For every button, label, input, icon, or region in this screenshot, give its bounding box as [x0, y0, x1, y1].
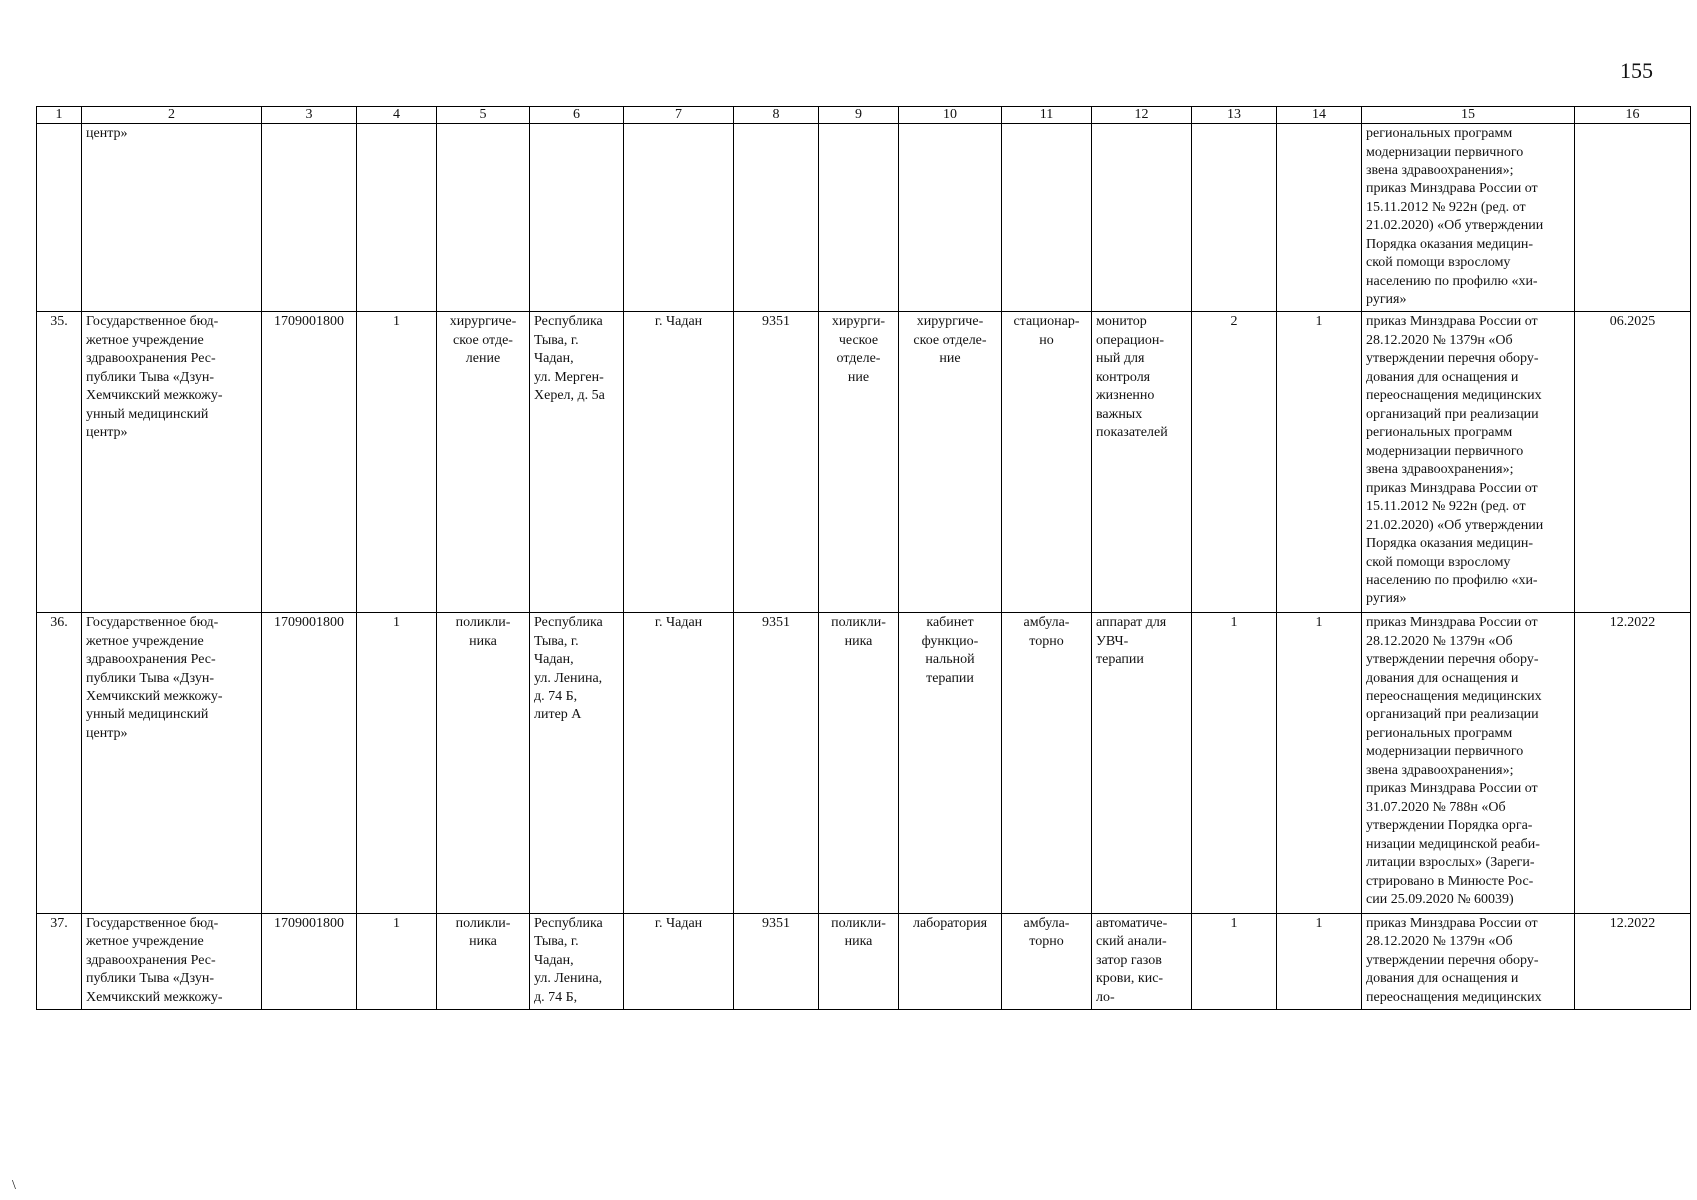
text-line: аппарат для [1096, 615, 1167, 631]
text-line: 21.02.2020) «Об утверждении [1366, 218, 1544, 234]
text-line: ское отде- [453, 332, 513, 348]
text-line: центр» [86, 725, 128, 741]
text-line: хирургиче- [916, 314, 984, 330]
text-line: переоснащения медицинских [1366, 388, 1542, 404]
text-line: но [1039, 332, 1054, 348]
text-line: ул. Мерген- [534, 369, 604, 385]
date-cell: 12.2022 [1575, 613, 1691, 914]
locality-cell: г. Чадан [624, 312, 734, 613]
page-number: 155 [1620, 58, 1653, 83]
text-line: звена здравоохранения»; [1366, 762, 1514, 778]
room-cell [899, 613, 1002, 914]
text-line: жетное учреждение [86, 633, 204, 649]
text-line: приказ Минздрава России от [1366, 181, 1538, 197]
text-line: ругия» [1366, 591, 1407, 607]
text-line: организаций при реализации [1366, 707, 1539, 723]
col-header: 14 [1277, 107, 1362, 124]
text-line: амбула- [1023, 615, 1070, 631]
text-line: здравоохранения Рес- [86, 652, 216, 668]
text-line: приказ Минздрава России от [1366, 781, 1538, 797]
room-cell [899, 913, 1002, 1009]
col-header: 5 [437, 107, 530, 124]
text-line: сии 25.09.2020 № 60039) [1366, 892, 1514, 908]
code-cell: 9351 [734, 312, 819, 613]
text-line: Порядка оказания медицин- [1366, 236, 1534, 252]
text-line: показателей [1096, 425, 1168, 441]
text-line: автоматиче- [1096, 915, 1168, 931]
quantity-cell: 2 [1192, 312, 1277, 613]
inn-cell: 1709001800 [262, 613, 357, 914]
text-line: поликли- [831, 615, 886, 631]
text-line: торно [1029, 934, 1064, 950]
text-line: звена здравоохранения»; [1366, 462, 1514, 478]
legal-basis-cell [1362, 124, 1575, 312]
text-line: 31.07.2020 № 788н «Об [1366, 799, 1506, 815]
text-line: здравоохранения Рес- [86, 952, 216, 968]
text-line: нальной [925, 652, 975, 668]
text-line: ческое [838, 332, 879, 348]
text-line: операцион- [1096, 332, 1165, 348]
text-line: хирургиче- [449, 314, 517, 330]
text-line: стационар- [1013, 314, 1080, 330]
date-cell: 06.2025 [1575, 312, 1691, 613]
table-row [37, 913, 1691, 1009]
text-line: Хемчикский межкожу- [86, 388, 223, 404]
text-line: ный для [1096, 351, 1145, 367]
text-line: затор газов [1096, 952, 1162, 968]
text-line: 15.11.2012 № 922н (ред. от [1366, 499, 1526, 515]
text-line: Чадан, [534, 652, 574, 668]
legal-basis-cell [1362, 613, 1575, 914]
col-header: 13 [1192, 107, 1277, 124]
address-cell [530, 613, 624, 914]
text-line: унный медицинский [86, 707, 209, 723]
text-line: региональных программ [1366, 725, 1513, 741]
text-line: жетное учреждение [86, 934, 204, 950]
text-line: модернизации первичного [1366, 744, 1524, 760]
text-line: организаций при реализации [1366, 406, 1539, 422]
text-line: приказ Минздрава России от [1366, 480, 1538, 496]
room-cell [899, 312, 1002, 613]
text-line: Хемчикский межкожу- [86, 989, 223, 1005]
text-line: населению по профилю «хи- [1366, 273, 1538, 289]
text-line: ругия» [1366, 292, 1407, 308]
text-line: ние [847, 369, 870, 385]
text-line: УВЧ- [1096, 633, 1129, 649]
col-header: 10 [899, 107, 1002, 124]
text-line: дования для оснащения и [1366, 971, 1519, 987]
institution-cell [82, 613, 262, 914]
col-header: 11 [1002, 107, 1092, 124]
unit-cell [819, 312, 899, 613]
text-line: Государственное бюд- [86, 314, 219, 330]
count-cell: 1 [357, 613, 437, 914]
text-line: Республика [534, 314, 603, 330]
col-header: 4 [357, 107, 437, 124]
text-line: Республика [534, 915, 603, 931]
text-line: функцио- [921, 633, 979, 649]
address-cell [530, 913, 624, 1009]
text-line: Тыва, г. [534, 332, 579, 348]
text-line: д. 74 Б, [534, 989, 578, 1005]
care-condition-cell [1002, 312, 1092, 613]
locality-cell: г. Чадан [624, 913, 734, 1009]
text-line: переоснащения медицинских [1366, 688, 1542, 704]
text-line: хирурги- [831, 314, 886, 330]
text-line: Тыва, г. [534, 633, 579, 649]
text-line: 15.11.2012 № 922н (ред. от [1366, 199, 1526, 215]
text-line: ника [844, 934, 873, 950]
text-line: 28.12.2020 № 1379н «Об [1366, 934, 1513, 950]
text-line: поликли- [455, 615, 511, 631]
text-line: населению по профилю «хи- [1366, 573, 1538, 588]
institution-cell [82, 124, 262, 312]
col-header: 16 [1575, 107, 1691, 124]
row-number-cell: 36. [37, 613, 82, 914]
text-line: ской помощи взрослому [1366, 554, 1511, 570]
text-line: Порядка оказания медицин- [1366, 536, 1534, 552]
text-line: унный медицинский [86, 406, 209, 422]
row-number-cell: 37. [37, 913, 82, 1009]
inn-cell: 1709001800 [262, 312, 357, 613]
text-line: звена здравоохранения»; [1366, 162, 1514, 178]
legal-basis-cell [1362, 913, 1575, 1009]
text-line: региональных программ [1366, 425, 1513, 441]
quantity-cell: 1 [1192, 913, 1277, 1009]
text-line: Государственное бюд- [86, 915, 219, 931]
column-number-row [37, 107, 1691, 124]
text-line: Тыва, г. [534, 934, 579, 950]
equipment-cell [1092, 913, 1192, 1009]
col-header: 9 [819, 107, 899, 124]
text-line: отделе- [836, 351, 881, 367]
unit-cell [819, 613, 899, 914]
quantity-cell: 1 [1192, 613, 1277, 914]
text-line: важных [1096, 406, 1143, 422]
col-header: 3 [262, 107, 357, 124]
continuation-row [37, 124, 1691, 312]
text-line: 21.02.2020) «Об утверждении [1366, 517, 1544, 533]
text-line: здравоохранения Рес- [86, 351, 216, 367]
col-header: 1 [37, 107, 82, 124]
text-line: публики Тыва «Дзун- [86, 670, 215, 686]
text-line: ул. Ленина, [534, 971, 603, 987]
text-line: приказ Минздрава России от [1366, 314, 1538, 330]
quantity-cell: 1 [1277, 312, 1362, 613]
date-cell: 12.2022 [1575, 913, 1691, 1009]
count-cell: 1 [357, 913, 437, 1009]
text-line: ул. Ленина, [534, 670, 603, 686]
text-line: Чадан, [534, 952, 574, 968]
text-line: ника [844, 633, 873, 649]
text-line: ление [465, 351, 501, 367]
text-line: ло- [1096, 989, 1115, 1005]
legal-basis-cell [1362, 312, 1575, 613]
text-line: поликли- [455, 915, 511, 931]
address-cell [530, 312, 624, 613]
equipment-table [36, 106, 1691, 1010]
text-line: терапии [1096, 652, 1144, 668]
text-line: торно [1029, 633, 1064, 649]
inn-cell: 1709001800 [262, 913, 357, 1009]
text-line: утверждении перечня обору- [1366, 652, 1539, 668]
table-row [37, 312, 1691, 613]
quantity-cell: 1 [1277, 613, 1362, 914]
text-line: утверждении перечня обору- [1366, 952, 1539, 968]
code-cell: 9351 [734, 613, 819, 914]
text-line: приказ Минздрава России от [1366, 915, 1538, 931]
text-line: дования для оснащения и [1366, 670, 1519, 686]
text-line: стрировано в Минюсте Рос- [1366, 873, 1534, 889]
institution-cell [82, 913, 262, 1009]
unit-cell [819, 913, 899, 1009]
division-cell [437, 312, 530, 613]
text-line: центр» [86, 425, 128, 441]
text-line: утверждении Порядка орга- [1366, 818, 1533, 834]
text-line: амбула- [1023, 915, 1070, 931]
text-line: публики Тыва «Дзун- [86, 369, 215, 385]
text-line: литации взрослых» (Зареги- [1366, 855, 1535, 871]
care-condition-cell [1002, 913, 1092, 1009]
text-line: Государственное бюд- [86, 615, 219, 631]
text-line: литер А [534, 707, 582, 723]
text-line: лаборатория [912, 915, 988, 931]
text-line: дования для оснащения и [1366, 369, 1519, 385]
text-line: ской помощи взрослому [1366, 255, 1511, 271]
col-header: 12 [1092, 107, 1192, 124]
count-cell: 1 [357, 312, 437, 613]
text-line: региональных программ [1366, 126, 1513, 142]
text-line: жетное учреждение [86, 332, 204, 348]
care-condition-cell [1002, 613, 1092, 914]
text-line: ское отделе- [913, 332, 987, 348]
text-line: Херел, д. 5а [534, 388, 605, 404]
equipment-cell [1092, 613, 1192, 914]
text-line: 28.12.2020 № 1379н «Об [1366, 633, 1513, 649]
text-line: крови, кис- [1096, 971, 1164, 987]
stray-mark: \ [12, 1178, 16, 1193]
text-line: контроля [1096, 369, 1151, 385]
text-line: Республика [534, 615, 603, 631]
text-line: кабинет [926, 615, 974, 631]
col-header: 8 [734, 107, 819, 124]
text-line: жизненно [1096, 388, 1155, 404]
text-line: Хемчикский межкожу- [86, 688, 223, 704]
text-line: публики Тыва «Дзун- [86, 971, 215, 987]
text-line: ника [469, 633, 497, 649]
text-line: низации медицинской реаби- [1366, 836, 1540, 852]
text-line: ние [939, 351, 961, 367]
text-line: ника [469, 934, 497, 950]
text-line: Чадан, [534, 351, 574, 367]
col-header: 6 [530, 107, 624, 124]
col-header: 2 [82, 107, 262, 124]
text-line: д. 74 Б, [534, 688, 578, 704]
col-header: 15 [1362, 107, 1575, 124]
text-line: переоснащения медицинских [1366, 989, 1542, 1005]
text-line: ский анали- [1096, 934, 1167, 950]
text-line: поликли- [831, 915, 886, 931]
institution-cell [82, 312, 262, 613]
table-row [37, 613, 1691, 914]
division-cell [437, 613, 530, 914]
text-line: терапии [926, 670, 974, 686]
text-line: центр» [86, 126, 128, 142]
text-line: модернизации первичного [1366, 144, 1524, 160]
text-line: приказ Минздрава России от [1366, 615, 1538, 631]
quantity-cell: 1 [1277, 913, 1362, 1009]
text-line: монитор [1096, 314, 1147, 330]
locality-cell: г. Чадан [624, 613, 734, 914]
code-cell: 9351 [734, 913, 819, 1009]
division-cell [437, 913, 530, 1009]
col-header: 7 [624, 107, 734, 124]
text-line: модернизации первичного [1366, 443, 1524, 459]
text-line: 28.12.2020 № 1379н «Об [1366, 332, 1513, 348]
equipment-cell [1092, 312, 1192, 613]
text-line: утверждении перечня обору- [1366, 351, 1539, 367]
row-number-cell: 35. [37, 312, 82, 613]
